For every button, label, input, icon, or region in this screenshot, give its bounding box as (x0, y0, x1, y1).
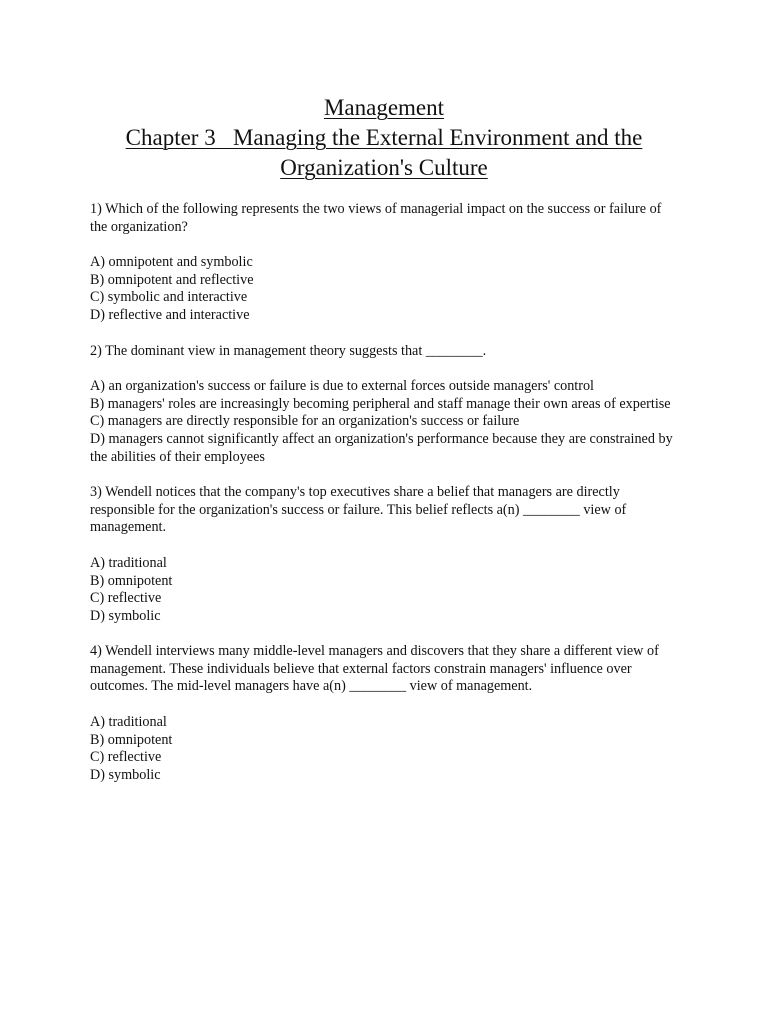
question-3 (90, 484, 680, 625)
answer-option: C) managers are directly responsible for an organization's success or failure (90, 413, 520, 430)
answer-option: D) symbolic (90, 607, 161, 624)
answer-option: C) reflective (90, 749, 162, 766)
answer-option: B) omnipotent and reflective (90, 271, 254, 288)
title-block (0, 93, 768, 183)
answer-option: D) symbolic (90, 766, 161, 783)
question-stem: 4) Wendell interviews many middle-level managers and discovers that they share a different view of management. These individuals believe that external factors constrain managers' influence over outcomes. The mid-level managers have a(n) ________ view of management. (90, 643, 659, 695)
question-list (90, 201, 680, 802)
question-stem: 3) Wendell notices that the company's top executives share a belief that managers are directly responsible for the organization's success or failure. This belief reflects a(n) ________ view of management. (90, 484, 627, 536)
question-4 (90, 643, 680, 784)
chapter-title-line-2: Organization's Culture (280, 155, 488, 180)
question-stem: 1) Which of the following represents the two views of managerial impact on the success or failure of the organization? (90, 201, 662, 235)
answer-option: D) reflective and interactive (90, 306, 250, 323)
answer-option: B) omnipotent (90, 572, 173, 589)
answer-option: A) omnipotent and symbolic (90, 254, 253, 271)
answer-option: A) an organization's success or failure is due to external forces outside managers' control (90, 378, 595, 395)
answer-option: C) symbolic and interactive (90, 289, 248, 306)
answer-option: D) managers cannot significantly affect an organization's performance because they are constrained by the abilities of their employees (90, 430, 673, 465)
answer-option: A) traditional (90, 554, 167, 571)
answer-option: A) traditional (90, 714, 167, 731)
question-2 (90, 343, 680, 467)
question-1 (90, 201, 680, 325)
chapter-title-line-1: Chapter 3 Managing the External Environment and the (125, 125, 643, 150)
document-title: Management (323, 95, 445, 120)
question-stem: 2) The dominant view in management theory suggests that ________. (90, 342, 487, 359)
answer-option: B) managers' roles are increasingly becoming peripheral and staff manage their own areas of expertise (90, 395, 671, 412)
answer-options (90, 378, 680, 466)
answer-options (90, 714, 680, 784)
answer-options (90, 555, 680, 625)
answer-option: B) omnipotent (90, 731, 173, 748)
answer-options (90, 254, 680, 324)
answer-option: C) reflective (90, 590, 162, 607)
